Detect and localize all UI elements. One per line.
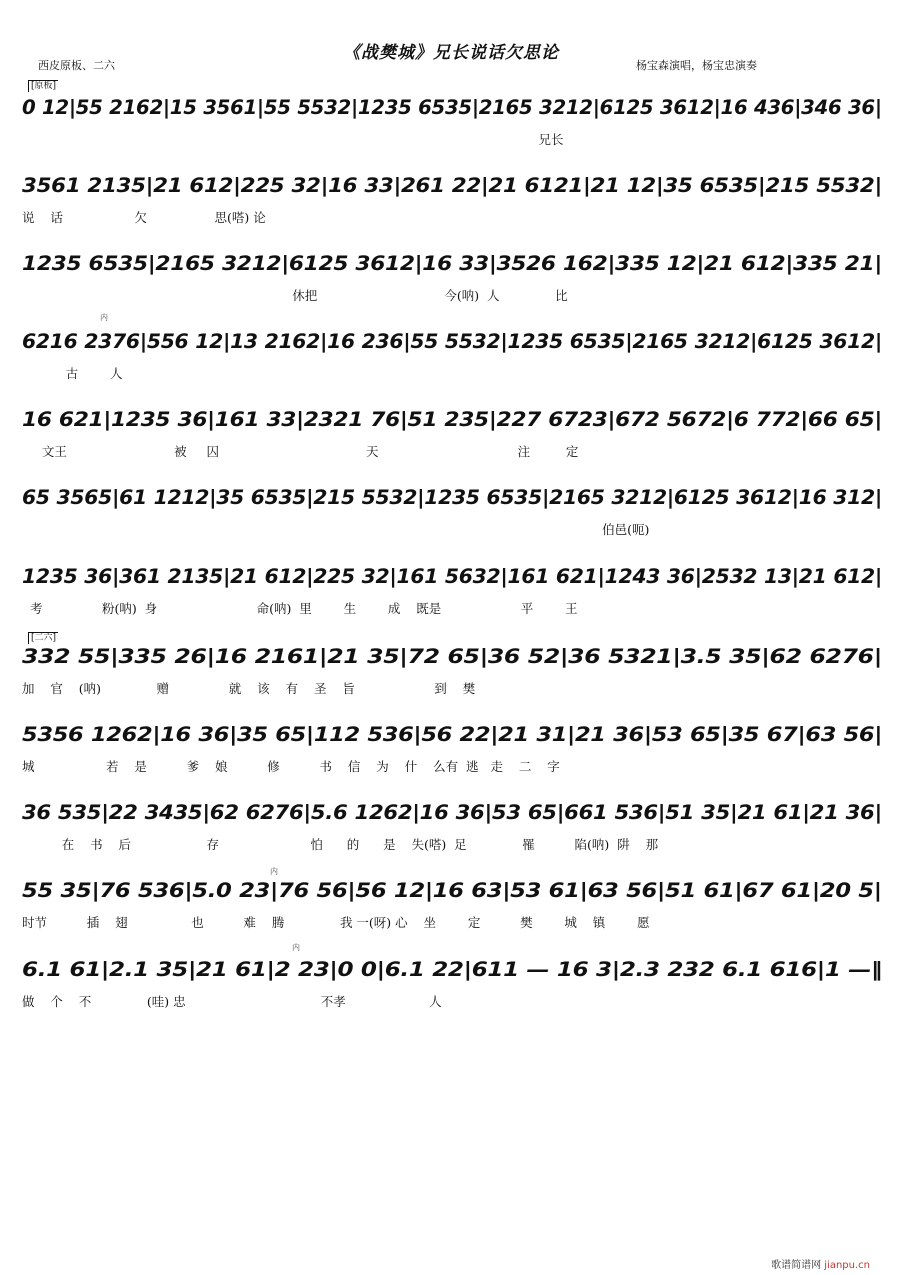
notation-text: 3561 2135|21 612|225 32|16 33|261 22|21 6121|21 12|35 6535|215 5532| [22, 174, 882, 197]
notation-text: 36 535|22 3435|62 6276|5.6 1262|16 36|53 65|661 536|51 35|21 61|21 36| [22, 801, 882, 824]
notation-text: 55 35|76 536|5.0 23|76 56|56 12|16 63|53 61|63 56|51 61|67 61|20 5| [22, 879, 882, 902]
notation-row [22, 799, 882, 829]
notation-row [22, 406, 882, 436]
score-line-4 [22, 328, 882, 384]
lyrics-row: 时节 插 翅 也 难 腾 我 一(呀) 心 坐 定 樊 城 镇 愿 [22, 915, 650, 930]
watermark-en: jianpu.cn [824, 1260, 870, 1271]
lyrics-row: 考 粉(呐) 身 命(呐) 里 生 成 既是 平 王 [22, 601, 578, 616]
score-line-7 [22, 563, 882, 619]
score-line-2 [22, 172, 882, 228]
notation-row [22, 328, 882, 358]
lyrics-row: 文王 被 囚 天 注 定 [22, 444, 579, 459]
lyrics-row: 在 书 后 存 怕 的 是 失(嗒) 足 罹 陷(呐) 阱 那 [22, 837, 659, 852]
notation-row [22, 484, 882, 514]
notation-row [22, 956, 882, 986]
score-line-8 [22, 643, 882, 699]
score-line-11 [22, 877, 882, 933]
yuanban-tag: [原板] [28, 80, 58, 92]
score-line-1 [22, 94, 882, 150]
nei-mark-2: 内 [270, 867, 278, 876]
notation-row [22, 877, 882, 907]
lyrics-row: 休把 今(呐) 人 比 [22, 288, 568, 303]
notation-text: 65 3565|61 1212|35 6535|215 5532|1235 6535|2165 3212|6125 3612|16 312| [22, 486, 883, 509]
notation-row [22, 172, 882, 202]
mode-label: 西皮原板、二六 [38, 59, 115, 72]
notation-text: 5356 1262|16 36|35 65|112 536|56 22|21 31|21 36|53 65|35 67|63 56| [22, 723, 883, 746]
score-line-3 [22, 250, 882, 306]
notation-text: 1235 6535|2165 3212|6125 3612|16 33|3526 162|335 12|21 612|335 21| [22, 252, 882, 275]
score-line-10 [22, 799, 882, 855]
lyrics-row: 加 官 (呐) 赠 就 该 有 圣 旨 到 樊 [22, 681, 476, 696]
watermark [771, 1256, 870, 1271]
notation-text: 0 12|55 2162|15 3561|55 5532|1235 6535|2165 3212|6125 3612|16 436|346 36| [22, 96, 882, 119]
song-title: 《战樊城》兄长说话欠思论 [343, 43, 559, 63]
notation-row [22, 643, 882, 673]
lyrics-row: 做 个 不 (哇) 忠 不孝 人 [22, 994, 442, 1009]
notation-text: 332 55|335 26|16 2161|21 35|72 65|36 52|36 5321|3.5 35|62 6276| [22, 645, 882, 668]
watermark-cn: 歌谱简谱网 [771, 1260, 822, 1271]
notation-row [22, 94, 882, 124]
notation-text: 6216 2376|556 12|13 2162|16 236|55 5532|1235 6535|2165 3212|6125 3612| [22, 330, 883, 353]
performers-label: 杨宝森演唱，杨宝忠演奏 [636, 59, 757, 72]
lyrics-row: 古 人 [22, 366, 123, 381]
nei-mark-3: 内 [292, 943, 300, 952]
nei-mark-1: 内 [100, 313, 108, 322]
score-line-12 [22, 956, 882, 1012]
notation-row [22, 563, 882, 593]
notation-row [22, 721, 882, 751]
lyrics-row: 伯邑(呃) [22, 522, 650, 537]
score-line-5 [22, 406, 882, 462]
score-line-6 [22, 484, 882, 540]
notation-text: 16 621|1235 36|161 33|2321 76|51 235|227 6723|672 5672|6 772|66 65| [22, 408, 883, 431]
notation-row [22, 250, 882, 280]
lyrics-row: 兄长 [22, 132, 564, 147]
score-line-9 [22, 721, 882, 777]
notation-text: 1235 36|361 2135|21 612|225 32|161 5632|161 621|1243 36|2532 13|21 612| [22, 565, 883, 588]
erliu-tag: [二六] [28, 632, 58, 644]
lyrics-row: 说 话 欠 思(嗒) 论 [22, 210, 266, 225]
lyrics-row: 城 若 是 爹 娘 修 书 信 为 什 么有 逃 走 二 字 [22, 759, 560, 774]
notation-text: 6.1 61|2.1 35|21 61|2 23|0 0|6.1 22|611 — 16 3|2.3 232 6.1 616|1 —‖ [22, 958, 883, 981]
